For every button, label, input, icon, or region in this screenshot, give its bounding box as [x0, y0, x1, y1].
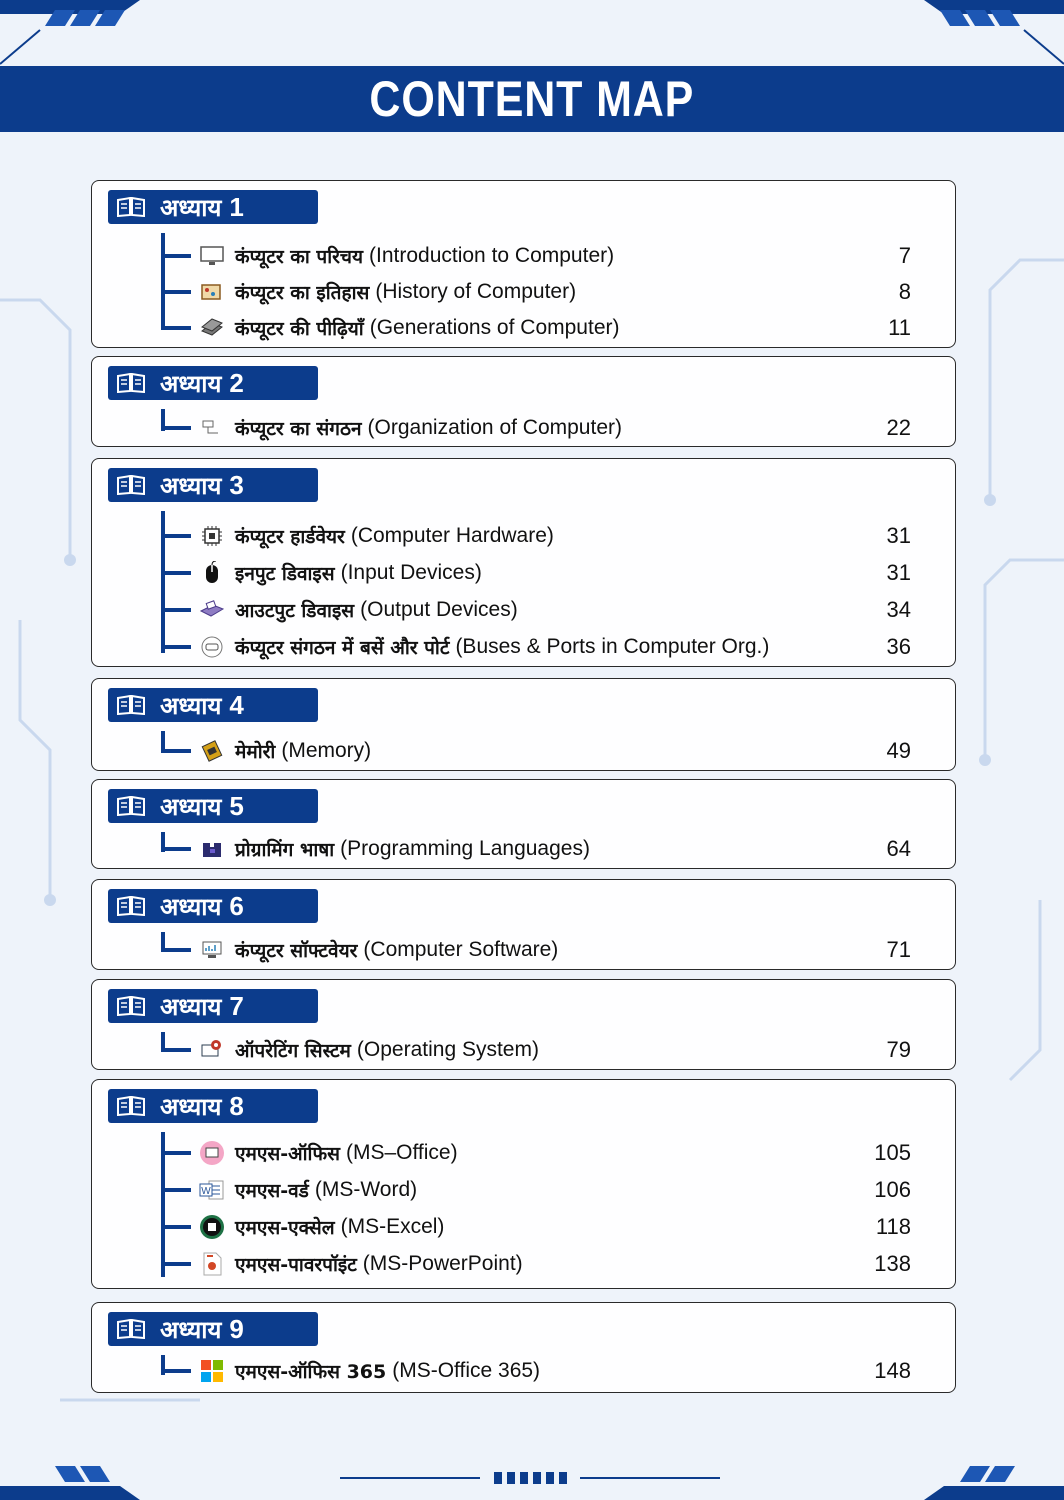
tree-branch: [161, 948, 191, 952]
topic-row[interactable]: [161, 1035, 911, 1065]
topic-row[interactable]: [161, 1249, 911, 1279]
page-number: 36: [886, 634, 911, 659]
chapter-label: अध्याय: [160, 1315, 222, 1344]
tree-branch: [161, 290, 191, 294]
memory-card-icon: [199, 739, 225, 763]
tree-branch: [161, 254, 191, 258]
topic-hindi: इनपुट डिवाइस: [235, 563, 335, 585]
chapter-header-2: [108, 366, 318, 400]
windows-logo-icon: [199, 1359, 225, 1383]
chapter-number: 4: [229, 689, 244, 720]
page-number: 79: [886, 1037, 911, 1062]
topic-row[interactable]: [161, 935, 911, 965]
topic-english: (Computer Hardware): [350, 524, 554, 547]
book-icon: [116, 996, 146, 1016]
topic-hindi: ऑपरेटिंग सिस्टम: [235, 1040, 351, 1062]
chapter-number: 3: [229, 469, 244, 500]
topic-english: (Computer Software): [363, 938, 559, 961]
chapter-number: 8: [229, 1090, 244, 1121]
topic-row[interactable]: [161, 1356, 911, 1386]
topic-english: (Organization of Computer): [367, 416, 622, 439]
book-icon: [116, 695, 146, 715]
chapter-label: अध्याय: [160, 892, 222, 921]
mouse-icon: [199, 561, 225, 585]
topic-english: (Generations of Computer): [369, 316, 620, 339]
page-number: 7: [898, 243, 911, 268]
chip-icon: [199, 524, 225, 548]
tree-branch: [161, 1151, 191, 1155]
page-number: 64: [886, 836, 911, 861]
book-icon: [116, 475, 146, 495]
topic-english: (Input Devices): [340, 561, 482, 584]
topic-english: (MS–Office): [345, 1141, 458, 1164]
page-number: 71: [886, 937, 911, 962]
tree-branch: [161, 1369, 191, 1373]
tree-branch: [161, 426, 191, 430]
chapter-card-9: [91, 1302, 956, 1393]
chapter-number: 2: [229, 367, 244, 398]
topic-hindi: आउटपुट डिवाइस: [235, 600, 355, 622]
printer-icon: [199, 598, 225, 622]
book-icon: [116, 796, 146, 816]
chapter-header-3: [108, 468, 318, 502]
page-number: 31: [886, 560, 911, 585]
page-number: 118: [875, 1214, 911, 1239]
topic-english: (Introduction to Computer): [369, 244, 615, 267]
chapter-header-7: [108, 989, 318, 1023]
topic-row[interactable]: [161, 241, 911, 271]
topic-english: (MS-Excel): [340, 1215, 445, 1238]
topic-english: (MS-Office 365): [392, 1359, 541, 1382]
topic-english: (Programming Languages): [340, 837, 590, 860]
chapter-card-7: [91, 979, 956, 1070]
tree-branch: [161, 1225, 191, 1229]
chapter-number: 6: [229, 890, 244, 921]
topic-hindi: कंप्यूटर की पीढ़ियाँ: [235, 318, 364, 340]
topic-row[interactable]: [161, 313, 911, 343]
topic-hindi: कंप्यूटर हार्डवेयर: [235, 526, 345, 548]
topic-hindi: कंप्यूटर का इतिहास: [235, 282, 370, 304]
code-puzzle-icon: [199, 837, 225, 861]
topic-hindi: एमएस-एक्सेल: [235, 1217, 335, 1239]
page-number: 148: [874, 1358, 911, 1383]
topic-hindi: कंप्यूटर का परिचय: [235, 246, 363, 268]
topic-row[interactable]: [161, 834, 911, 864]
chapter-header-8: [108, 1089, 318, 1123]
chapter-header-9: [108, 1312, 318, 1346]
book-icon: [116, 896, 146, 916]
chapter-header-6: [108, 889, 318, 923]
topic-english: (History of Computer): [375, 280, 577, 303]
chapter-label: अध्याय: [160, 193, 222, 222]
page-number: 22: [886, 415, 911, 440]
topic-hindi: कंप्यूटर संगठन में बसें और पोर्ट: [235, 637, 450, 659]
page-number: 105: [874, 1140, 911, 1165]
tree-branch: [161, 608, 191, 612]
office-icon: [199, 1141, 225, 1165]
page-title: CONTENT MAP: [369, 71, 695, 127]
excel-icon: [199, 1215, 225, 1239]
topic-row[interactable]: [161, 1212, 911, 1242]
topic-english: (Output Devices): [360, 598, 518, 621]
topic-hindi: कंप्यूटर सॉफ्टवेयर: [235, 940, 358, 962]
chapter-label: अध्याय: [160, 1092, 222, 1121]
chapter-card-2: [91, 356, 956, 447]
topic-row[interactable]: [161, 521, 911, 551]
tree-branch: [161, 1262, 191, 1266]
chapter-number: 7: [229, 990, 244, 1021]
chapter-number: 1: [229, 191, 244, 222]
chapter-card-8: [91, 1079, 956, 1289]
flowchart-icon: [199, 416, 225, 440]
page-number: 49: [886, 738, 911, 763]
tree-branch: [161, 1188, 191, 1192]
topic-english: (Operating System): [356, 1038, 539, 1061]
chapter-card-4: [91, 678, 956, 771]
topic-hindi: एमएस-पावरपॉइंट: [235, 1254, 357, 1276]
topic-english: (Memory): [281, 739, 372, 762]
page-number: 11: [888, 315, 911, 340]
book-icon: [116, 373, 146, 393]
topic-row[interactable]: [161, 595, 911, 625]
topic-hindi: प्रोग्रामिंग भाषा: [235, 839, 335, 861]
chapter-header-1: [108, 190, 318, 224]
tree-branch: [161, 534, 191, 538]
page-number: 106: [874, 1177, 911, 1202]
chapter-label: अध्याय: [160, 992, 222, 1021]
software-icon: [199, 938, 225, 962]
tree-branch: [161, 645, 191, 649]
server-stack-icon: [199, 316, 225, 340]
port-icon: [199, 635, 225, 659]
chapter-card-1: [91, 180, 956, 348]
word-icon: [199, 1178, 225, 1202]
tree-branch: [161, 847, 191, 851]
topic-hindi: एमएस-वर्ड: [235, 1180, 309, 1202]
chapter-label: अध्याय: [160, 369, 222, 398]
chapter-header-5: [108, 789, 318, 823]
topic-hindi: मेमोरी: [235, 741, 276, 763]
chapter-card-6: [91, 879, 956, 970]
topic-row[interactable]: [161, 632, 911, 662]
topic-row[interactable]: [161, 277, 911, 307]
tree-branch: [161, 1048, 191, 1052]
page-number: 31: [886, 523, 911, 548]
page-number: 34: [886, 597, 911, 622]
chapter-label: अध्याय: [160, 471, 222, 500]
chapter-card-5: [91, 779, 956, 869]
title-banner: [0, 66, 1064, 132]
topic-row[interactable]: [161, 413, 911, 443]
topic-row[interactable]: [161, 736, 911, 766]
chapter-label: अध्याय: [160, 792, 222, 821]
chapter-card-3: [91, 458, 956, 667]
book-icon: [116, 1319, 146, 1339]
chapter-number: 9: [229, 1313, 244, 1344]
topic-english: (MS-PowerPoint): [362, 1252, 523, 1275]
abacus-icon: [199, 280, 225, 304]
tree-branch: [161, 749, 191, 753]
topic-hindi: एमएस-ऑफिस 365: [235, 1361, 387, 1383]
chapter-label: अध्याय: [160, 691, 222, 720]
topic-english: (MS-Word): [314, 1178, 418, 1201]
topic-hindi: कंप्यूटर का संगठन: [235, 418, 362, 440]
svg-text:W: W: [201, 1186, 211, 1197]
monitor-icon: [199, 244, 225, 268]
topic-row[interactable]: [161, 1175, 911, 1205]
page-number: 138: [874, 1251, 911, 1276]
topic-row[interactable]: [161, 1138, 911, 1168]
chapter-header-4: [108, 688, 318, 722]
tree-branch: [161, 326, 191, 330]
tree-branch: [161, 571, 191, 575]
gear-monitor-icon: [199, 1038, 225, 1062]
topic-english: (Buses & Ports in Computer Org.): [455, 635, 770, 658]
topic-hindi: एमएस-ऑफिस: [235, 1143, 340, 1165]
book-icon: [116, 1096, 146, 1116]
topic-row[interactable]: [161, 558, 911, 588]
book-icon: [116, 197, 146, 217]
page-number: 8: [898, 279, 911, 304]
chapter-number: 5: [229, 790, 244, 821]
powerpoint-icon: [199, 1252, 225, 1276]
